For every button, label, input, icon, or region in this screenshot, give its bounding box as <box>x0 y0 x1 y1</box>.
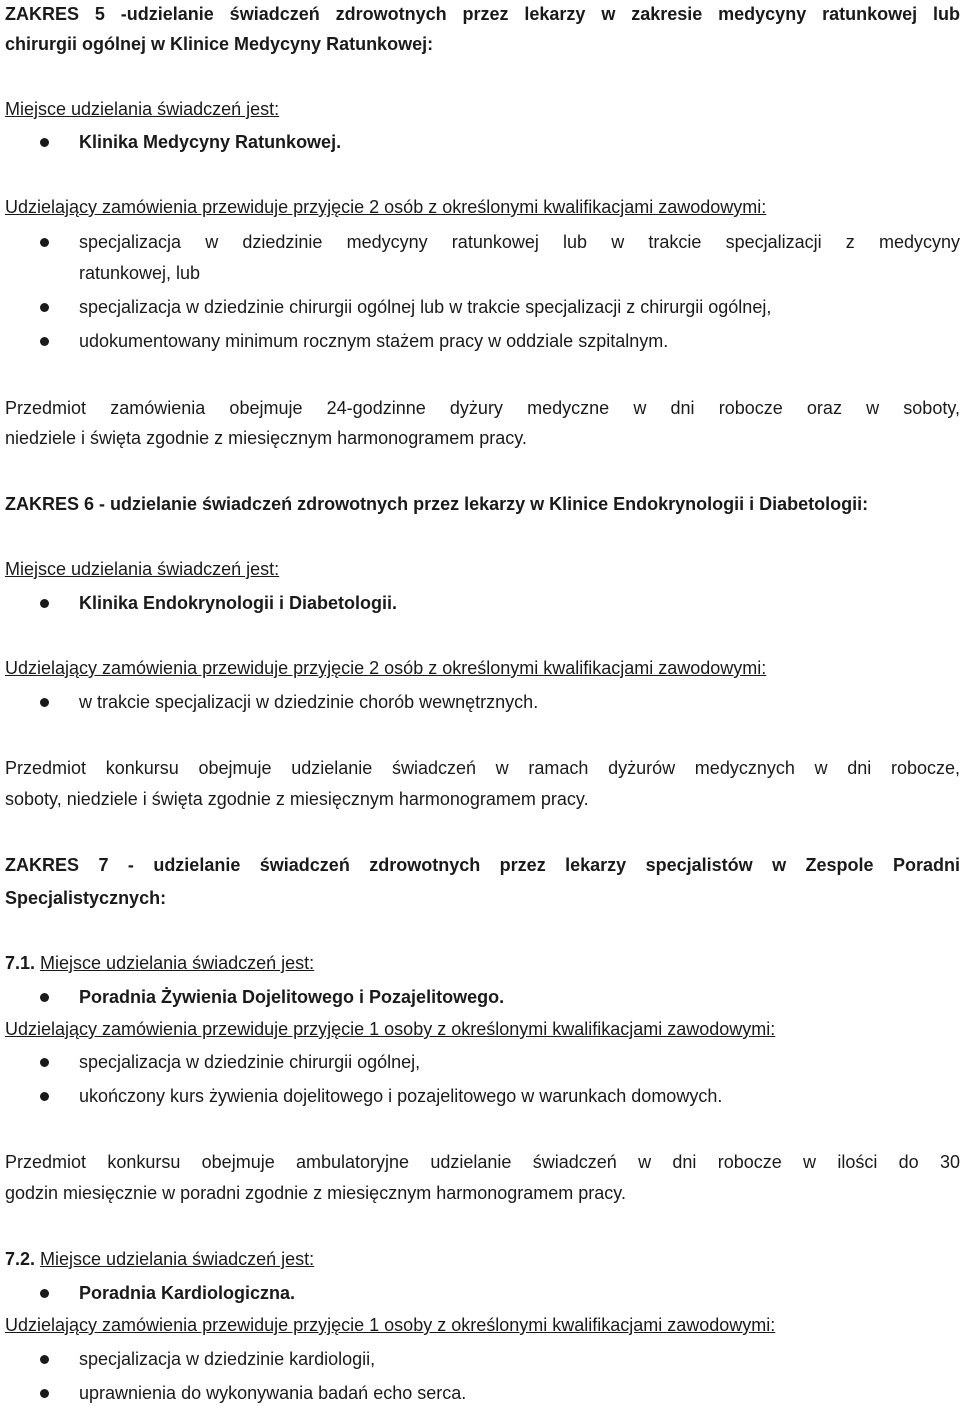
z7-s1-number: 7.1. <box>5 953 36 973</box>
z7-s2-place-label: Miejsce udzielania świadczeń jest: <box>40 1249 315 1269</box>
z7-heading-line1: ZAKRES 7 - udzielanie świadczeń zdrowotnych przez lekarzy specjalistów w Zespole Poradni <box>5 855 960 875</box>
z6-heading: ZAKRES 6 - udzielanie świadczeń zdrowotnych przez lekarzy w Klinice Endokrynologii i Diabetologii: <box>5 494 869 514</box>
z6-subject-line2: soboty, niedziele i święta zgodnie z miesięcznym harmonogramem pracy. <box>5 789 589 809</box>
z5-subject-line2: niedziele i święta zgodnie z miesięcznym harmonogramem pracy. <box>5 428 527 448</box>
bullet-icon <box>40 1355 49 1364</box>
z7-s1-place-row <box>5 950 960 976</box>
z5-req2: specjalizacja w dziedzinie chirurgii ogólnej lub w trakcie specjalizacji z chirurgii ogólnej, <box>79 297 772 317</box>
z7-s1-req2: ukończony kurs żywienia dojelitowego i pozajelitowego w warunkach domowych. <box>79 1086 723 1106</box>
z7-s2-req2: uprawnienia do wykonywania badań echo serca. <box>79 1383 467 1403</box>
bullet-icon <box>40 238 49 247</box>
z7-s2-place-row <box>5 1246 960 1272</box>
z5-req1-line2: ratunkowej, lub <box>79 263 201 283</box>
z7-s1-subject-line2: godzin miesięcznie w poradni zgodnie z miesięcznym harmonogramem pracy. <box>5 1183 626 1203</box>
z6-intro: Udzielający zamówienia przewiduje przyjęcie 2 osób z określonymi kwalifikacjami zawodowymi: <box>5 658 767 678</box>
z5-heading-line1: ZAKRES 5 -udzielanie świadczeń zdrowotnych przez lekarzy w zakresie medycyny ratunkowej lub <box>5 4 960 24</box>
bullet-icon <box>40 1092 49 1101</box>
bullet-icon <box>40 599 49 608</box>
z7-s1-intro: Udzielający zamówienia przewiduje przyjęcie 1 osoby z określonymi kwalifikacjami zawodowymi: <box>5 1019 776 1039</box>
z6-place: Klinika Endokrynologii i Diabetologii. <box>79 593 398 613</box>
z7-s1-subject-line1: Przedmiot konkursu obejmuje ambulatoryjne udzielanie świadczeń w dni robocze w ilości do 30 <box>5 1152 960 1172</box>
z5-req3: udokumentowany minimum rocznym stażem pracy w oddziale szpitalnym. <box>79 331 669 351</box>
bullet-icon <box>40 138 49 147</box>
z5-heading-line2: chirurgii ogólnej w Klinice Medycyny Ratunkowej: <box>5 34 434 54</box>
bullet-icon <box>40 993 49 1002</box>
bullet-icon <box>40 303 49 312</box>
z7-s2-place: Poradnia Kardiologiczna. <box>79 1283 296 1303</box>
z5-intro: Udzielający zamówienia przewiduje przyjęcie 2 osób z określonymi kwalifikacjami zawodowymi: <box>5 197 767 217</box>
bullet-icon <box>40 337 49 346</box>
z7-s1-req1: specjalizacja w dziedzinie chirurgii ogólnej, <box>79 1052 421 1072</box>
z5-place-label: Miejsce udzielania świadczeń jest: <box>5 99 280 119</box>
z6-req1: w trakcie specjalizacji w dziedzinie chorób wewnętrznych. <box>79 692 539 712</box>
z6-subject-line1: Przedmiot konkursu obejmuje udzielanie świadczeń w ramach dyżurów medycznych w dni robocze, <box>5 758 960 778</box>
z6-place-label: Miejsce udzielania świadczeń jest: <box>5 559 280 579</box>
bullet-icon <box>40 1289 49 1298</box>
z7-s1-place-label: Miejsce udzielania świadczeń jest: <box>40 953 315 973</box>
z7-s2-number: 7.2. <box>5 1249 36 1269</box>
z7-s2-req1: specjalizacja w dziedzinie kardiologii, <box>79 1349 376 1369</box>
z5-place: Klinika Medycyny Ratunkowej. <box>79 132 342 152</box>
z5-req1-line1: specjalizacja w dziedzinie medycyny ratunkowej lub w trakcie specjalizacji z medycyny <box>79 232 960 252</box>
bullet-icon <box>40 1058 49 1067</box>
z5-subject-line1: Przedmiot zamówienia obejmuje 24-godzinne dyżury medyczne w dni robocze oraz w soboty, <box>5 398 960 418</box>
z7-s2-intro: Udzielający zamówienia przewiduje przyjęcie 1 osoby z określonymi kwalifikacjami zawodowymi: <box>5 1315 776 1335</box>
bullet-icon <box>40 1389 49 1398</box>
bullet-icon <box>40 698 49 707</box>
z7-heading-line2: Specjalistycznych: <box>5 888 167 908</box>
z7-s1-place: Poradnia Żywienia Dojelitowego i Pozajelitowego. <box>79 987 505 1007</box>
